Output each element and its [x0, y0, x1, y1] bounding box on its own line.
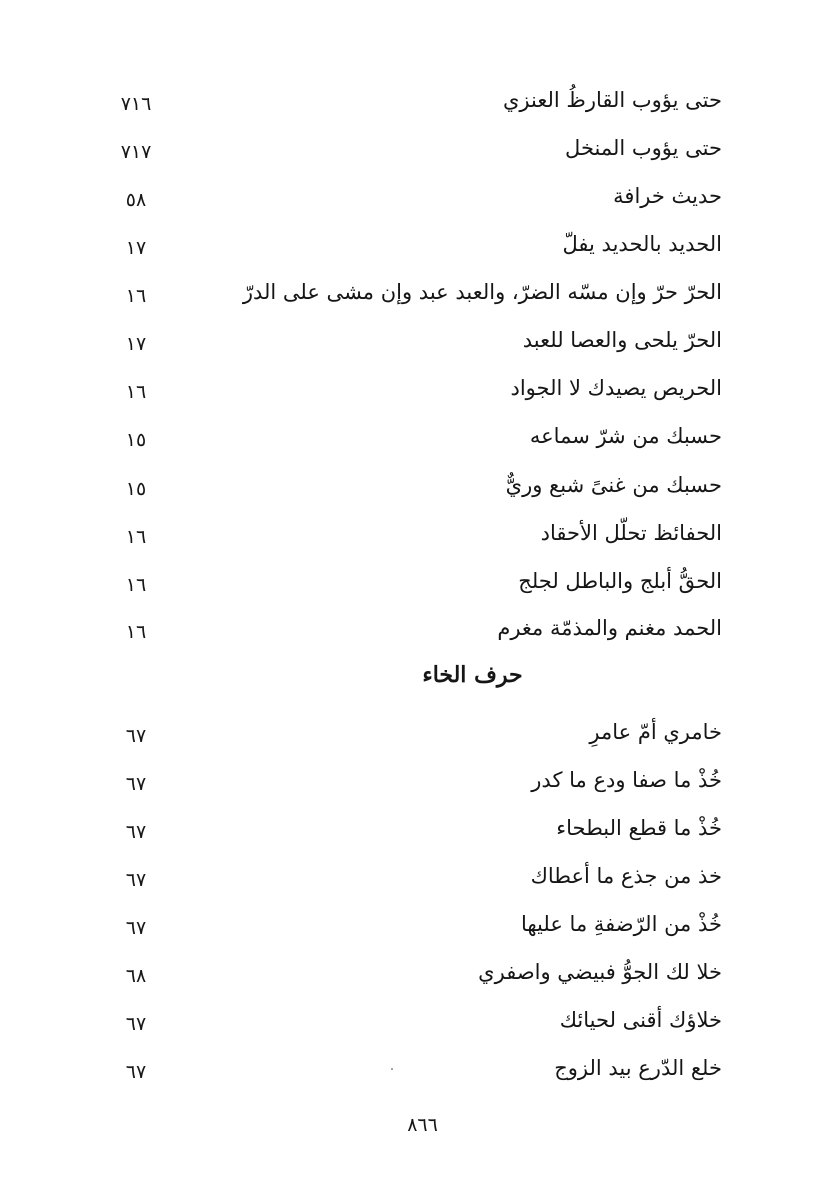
index-entry [0, 1000, 825, 1040]
index-entry [0, 856, 825, 896]
index-entry [0, 176, 825, 216]
proverb-text: خلع الدّرع بيد الزوج [554, 1056, 722, 1080]
proverb-text: حديث خرافة [613, 184, 722, 208]
proverb-text: الحديد بالحديد يفلّ [562, 232, 722, 256]
page-reference: ٦٧ [125, 773, 147, 795]
index-entry [0, 513, 825, 553]
page-footer [0, 1110, 825, 1140]
index-entry [0, 465, 825, 505]
index-entry [0, 272, 825, 312]
page-reference: ١٦ [125, 526, 147, 548]
proverb-text: خلاؤك أقنى لحيائك [559, 1008, 722, 1032]
proverb-text: الحقُّ أبلج والباطل لجلج [518, 569, 722, 593]
proverb-text: خُذْ ما صفا ودع ما كدر [531, 768, 722, 792]
page-reference: ١٦ [125, 381, 147, 403]
proverb-text: الحفائظ تحلّل الأحقاد [540, 521, 722, 545]
index-entry [0, 320, 825, 360]
proverb-text: الحرّ حرّ وإن مسّه الضرّ، والعبد عبد وإن مشى على الدرّ [242, 280, 722, 304]
page-reference: ٦٧ [125, 1013, 147, 1035]
index-entry [0, 712, 825, 752]
page-reference: ١٥ [125, 478, 147, 500]
page-reference: ٦٧ [125, 917, 147, 939]
index-entry [0, 416, 825, 456]
proverb-text: الحمد مغنم والمذمّة مغرم [497, 616, 722, 640]
index-entry [0, 760, 825, 800]
index-entry [0, 608, 825, 648]
page-reference: ٥٨ [125, 189, 147, 211]
page-reference: ١٦ [125, 285, 147, 307]
proverb-text: حتى يؤوب القارظُ العنزي [503, 88, 722, 112]
section-heading [0, 655, 825, 695]
proverb-text: خلا لك الجوُّ فبيضي واصفري [478, 960, 722, 984]
page-reference: ٦٧ [125, 1061, 147, 1083]
page-reference: ١٦ [125, 621, 147, 643]
proverb-text: الحرّ يلحى والعصا للعبد [522, 328, 722, 352]
proverb-text: خذ من جذع ما أعطاك [530, 864, 722, 888]
index-entry [0, 368, 825, 408]
index-entry [0, 952, 825, 992]
page-reference: ٦٨ [125, 965, 147, 987]
index-entry [0, 561, 825, 601]
page-reference: ٦٧ [125, 869, 147, 891]
page-reference: ١٥ [125, 429, 147, 451]
section-heading-text: حرف الخاء [422, 662, 523, 688]
print-speck [391, 1068, 393, 1070]
index-entry [0, 808, 825, 848]
proverb-text: حسبك من شرّ سماعه [529, 424, 722, 448]
page-reference: ٧١٦ [120, 93, 152, 115]
page-reference: ١٧ [125, 237, 147, 259]
index-entry [0, 80, 825, 120]
page-reference: ٦٧ [125, 821, 147, 843]
index-entry [0, 128, 825, 168]
index-entry [0, 904, 825, 944]
page-reference: ٦٧ [125, 725, 147, 747]
proverb-text: خُذْ من الرّضفةِ ما عليها [520, 912, 722, 936]
page-reference: ٧١٧ [120, 141, 152, 163]
page-number: ٨٦٦ [407, 1114, 438, 1136]
index-entry [0, 224, 825, 264]
page-reference: ١٦ [125, 574, 147, 596]
proverb-text: خامري أمّ عامرِ [589, 720, 722, 744]
proverb-text: حتى يؤوب المنخل [565, 136, 722, 160]
index-entry [0, 1048, 825, 1088]
page-reference: ١٧ [125, 333, 147, 355]
proverb-text: خُذْ ما قطع البطحاء [556, 816, 722, 840]
proverb-text: حسبك من غنىً شبع وريٌّ [505, 473, 722, 497]
proverb-text: الحريص يصيدك لا الجواد [510, 376, 722, 400]
